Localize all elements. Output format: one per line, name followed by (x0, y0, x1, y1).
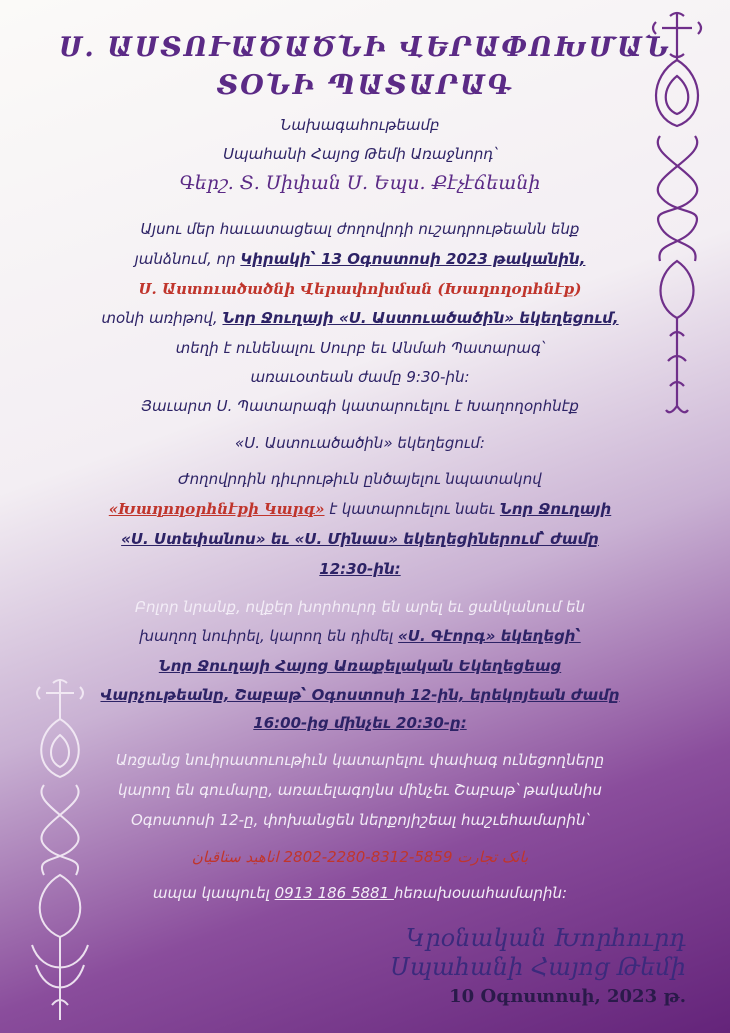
announcement-line-7: Յաւարտ Ս. Պատարագի կատարուելու է Խաղողօրհնէք (141, 397, 579, 415)
event-date: Կիրակի՝ 13 Օգոստոսի 2023 թականին, (240, 250, 586, 268)
announcement-line-8: «Ս. Աստուածածին» եկեղեցում: (235, 434, 485, 452)
occasion-text: տօնի առիթով, (101, 309, 223, 327)
contact-text: ապա կապուել (152, 884, 275, 902)
announcement-line-2 (40, 250, 680, 268)
title-line-1: Ս. ԱՍՏՈՒԱԾԱԾՆԻ ՎԵՐԱՓՈԽՄԱՆ (58, 32, 672, 63)
announcement-line-5: տեղի է ունենալու Սուրբ եւ Անմահ Պատարագ՝ (175, 339, 545, 357)
donation-line-1: Բոլոր նրանք, ովքեր խորհուրդ են արել եւ ցանկանում են (135, 598, 585, 616)
blessing-line-2 (40, 500, 680, 518)
blessing-order: «Խաղողօրհնէքի Կարգ» (108, 500, 325, 518)
donation-line-3: Նոր Ջուղայի Հայոց Առաքելական Եկեղեցեաց (158, 657, 562, 675)
cross-ornament-right-icon (640, 6, 715, 424)
signature-line-1: Կրօնական Խորհուրդ (405, 924, 686, 952)
funds-line-2: կարող են գումարը, առաւելագոյնս մինչեւ Շաբաթ՝ թականիս (118, 781, 602, 799)
funds-line-1: Առցանց նուիրատուութիւն կատարելու փափագ ունեցողները (115, 751, 605, 769)
blessing-time: 12:30-ին: (319, 560, 401, 578)
donation-church: «Ս. Գէորգ» եկեղեցի՝ (398, 627, 581, 645)
title-line-2: ՏՕՆԻ ՊԱՏԱՐԱԳ (216, 70, 514, 101)
donation-text: խաղող նուիրել, կարող են դիմել (139, 627, 399, 645)
blessing-line-1: Ժողովրդին դիւրութիւն ընծայելու նպատակով (178, 470, 542, 488)
donation-line-2 (40, 627, 680, 645)
donation-line-4: Վարչութեանը, Շաբաթ՝ Օգոստոսի 12-ին, երեկոյեան ժամը (100, 686, 620, 704)
funds-line-3: Օգոստոսի 12-ը, փոխանցեն ներքոյիշեալ հաշւեհամարին՝ (131, 811, 589, 829)
announcement-text: յանձնում, որ (134, 250, 241, 268)
donation-time: 16:00-ից մինչեւ 20:30-ը: (253, 714, 467, 732)
feast-name: Ս. Աստուածածնի Վերափոխման (Խաղողօրհնէք) (138, 280, 582, 298)
blessing-place: Նոր Ջուղայի (499, 500, 612, 518)
contact-line (40, 884, 680, 902)
blessing-text: է կատարուելու նաեւ (324, 500, 500, 518)
prelate-name: Գերշ. Տ. Սիփան Ս. Եպս. Քէչէճեանի (179, 172, 541, 194)
presidency-label: Նախագահութեամբ (280, 116, 440, 134)
blessing-churches: «Ս. Ստեփանոս» եւ «Ս. Մինաս» եկեղեցիներում՝ ժամը (121, 530, 599, 548)
phone-number: 0913 186 5881 (274, 884, 394, 902)
main-church: Նոր Ջուղայի «Ս. Աստուածածին» եկեղեցում, (222, 309, 619, 327)
bank-account: بانک تجارت 5859-8312-2280-2802 اناهید ستاقیان (191, 848, 529, 866)
signature-date: 10 Օգոստոսի, 2023 թ. (449, 986, 686, 1007)
liturgy-time: առաւօտեան ժամը 9:30-ին: (250, 368, 470, 386)
announcement-line-4 (40, 309, 680, 327)
prelate-title: Սպահանի Հայոց Թեմի Առաջնորդ՝ (223, 145, 497, 163)
contact-text-2: հեռախօսահամարին: (393, 884, 568, 902)
announcement-line-1: Այսու մեր հաւատացեալ ժողովրդի ուշադրութեանն ենք (140, 220, 580, 238)
signature-line-2: Սպահանի Հայոց Թեմի (390, 953, 686, 981)
